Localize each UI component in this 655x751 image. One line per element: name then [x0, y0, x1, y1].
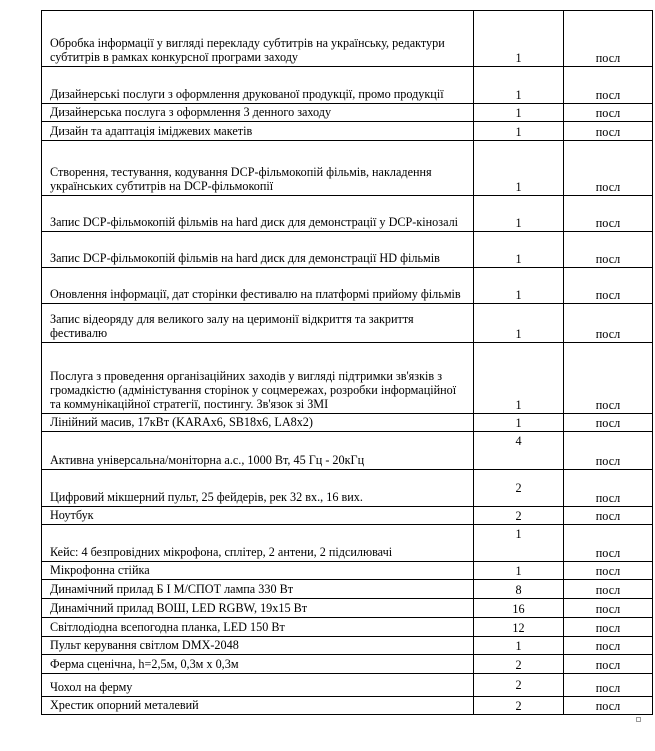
- service-description: Обробка інформації у вигляді перекладу субтитрів на українську, редактури субтитрів в рамках конкурсної програми заходу: [42, 11, 474, 67]
- service-unit: посл: [564, 618, 653, 637]
- service-unit: посл: [564, 580, 653, 599]
- service-quantity: 1: [474, 304, 564, 343]
- service-quantity: 1: [474, 343, 564, 414]
- service-description: Динамічний прилад Б І М/СПОТ лампа 330 Вт: [42, 580, 474, 599]
- table-row: [42, 525, 653, 562]
- service-quantity: 2: [474, 507, 564, 525]
- table-row: [42, 507, 653, 525]
- service-description: Цифровий мікшерний пульт, 25 фейдерів, рек 32 вх., 16 вих.: [42, 470, 474, 507]
- table-row: [42, 232, 653, 268]
- service-description: Оновлення інформації, дат сторінки фестивалю на платформі прийому фільмів: [42, 268, 474, 304]
- service-description: Пульт керування світлом DMX-2048: [42, 637, 474, 655]
- service-unit: посл: [564, 470, 653, 507]
- table-row: [42, 599, 653, 618]
- service-unit: посл: [564, 674, 653, 697]
- service-quantity: 1: [474, 141, 564, 196]
- service-unit: посл: [564, 525, 653, 562]
- table-row: [42, 618, 653, 637]
- service-quantity: 2: [474, 697, 564, 715]
- service-quantity: 1: [474, 11, 564, 67]
- service-description: Послуга з проведення організаційних заходів у вигляді підтримки зв'язків з громадкістю (адміністування сторінок у соцмережах, розробки інформаційної та коммунікаційної стратегії, постингу. Зв'язок зі ЗМІ: [42, 343, 474, 414]
- service-unit: посл: [564, 637, 653, 655]
- service-unit: посл: [564, 507, 653, 525]
- table-row: [42, 637, 653, 655]
- table-row: [42, 304, 653, 343]
- table-row: [42, 268, 653, 304]
- service-unit: посл: [564, 122, 653, 141]
- table-row: [42, 11, 653, 67]
- service-quantity: 2: [474, 470, 564, 507]
- service-unit: посл: [564, 414, 653, 432]
- service-description: Ферма сценічна, h=2,5м, 0,3м х 0,3м: [42, 655, 474, 674]
- service-description: Дизайнерські послуги з оформлення друкованої продукції, промо продукції: [42, 67, 474, 104]
- service-quantity: 1: [474, 562, 564, 580]
- table-row: [42, 122, 653, 141]
- service-unit: посл: [564, 697, 653, 715]
- service-description: Активна універсальна/моніторна а.с., 1000 Вт, 45 Гц - 20кГц: [42, 432, 474, 470]
- service-unit: посл: [564, 104, 653, 122]
- table-row: [42, 414, 653, 432]
- service-description: Чохол на ферму: [42, 674, 474, 697]
- service-unit: посл: [564, 304, 653, 343]
- service-description: Створення, тестування, кодування DCP-фільмокопій фільмів, накладення українських субтитрів на DCP-фільмокопії: [42, 141, 474, 196]
- service-quantity: 1: [474, 414, 564, 432]
- service-quantity: 1: [474, 122, 564, 141]
- service-quantity: 12: [474, 618, 564, 637]
- service-description: Хрестик опорний металевий: [42, 697, 474, 715]
- service-unit: посл: [564, 655, 653, 674]
- table-row: [42, 655, 653, 674]
- service-quantity: 2: [474, 655, 564, 674]
- table-row: [42, 343, 653, 414]
- service-quantity: 1: [474, 196, 564, 232]
- service-quantity: 1: [474, 525, 564, 562]
- table-end-marker: [636, 717, 641, 722]
- service-unit: посл: [564, 343, 653, 414]
- table-row: [42, 470, 653, 507]
- service-description: Динамічний прилад ВОШ, LED RGBW, 19х15 Вт: [42, 599, 474, 618]
- service-description: Ноутбук: [42, 507, 474, 525]
- service-quantity: 8: [474, 580, 564, 599]
- service-unit: посл: [564, 268, 653, 304]
- table-row: [42, 697, 653, 715]
- table-row: [42, 580, 653, 599]
- service-quantity: 1: [474, 104, 564, 122]
- table-row: [42, 141, 653, 196]
- service-description: Дизайн та адаптація іміджевих макетів: [42, 122, 474, 141]
- service-unit: посл: [564, 67, 653, 104]
- table-row: [42, 196, 653, 232]
- service-quantity: 1: [474, 268, 564, 304]
- service-description: Лінійний масив, 17кВт (KARAx6, SB18x6, LA8x2): [42, 414, 474, 432]
- table-row: [42, 674, 653, 697]
- table-row: [42, 104, 653, 122]
- service-unit: посл: [564, 141, 653, 196]
- service-description: Запис DCP-фільмокопій фільмів на hard диск для демонстрації HD фільмів: [42, 232, 474, 268]
- service-description: Мікрофонна стійка: [42, 562, 474, 580]
- table-row: [42, 562, 653, 580]
- service-description: Запис відеоряду для великого залу на церимонії відкриття та закриття фестивалю: [42, 304, 474, 343]
- service-unit: посл: [564, 599, 653, 618]
- service-unit: посл: [564, 11, 653, 67]
- service-unit: посл: [564, 562, 653, 580]
- service-quantity: 1: [474, 67, 564, 104]
- service-description: Запис DCP-фільмокопій фільмів на hard диск для демонстрації у DCP-кінозалі: [42, 196, 474, 232]
- service-description: Кейс: 4 безпровідних мікрофона, сплітер, 2 антени, 2 підсилювачі: [42, 525, 474, 562]
- service-unit: посл: [564, 232, 653, 268]
- service-unit: посл: [564, 432, 653, 470]
- services-table: [41, 10, 653, 715]
- service-quantity: 2: [474, 674, 564, 697]
- service-quantity: 4: [474, 432, 564, 470]
- service-description: Світлодіодна всепогодна планка, LED 150 Вт: [42, 618, 474, 637]
- table-row: [42, 432, 653, 470]
- table-row: [42, 67, 653, 104]
- service-description: Дизайнерська послуга з оформлення 3 денного заходу: [42, 104, 474, 122]
- service-quantity: 16: [474, 599, 564, 618]
- service-quantity: 1: [474, 637, 564, 655]
- service-quantity: 1: [474, 232, 564, 268]
- service-unit: посл: [564, 196, 653, 232]
